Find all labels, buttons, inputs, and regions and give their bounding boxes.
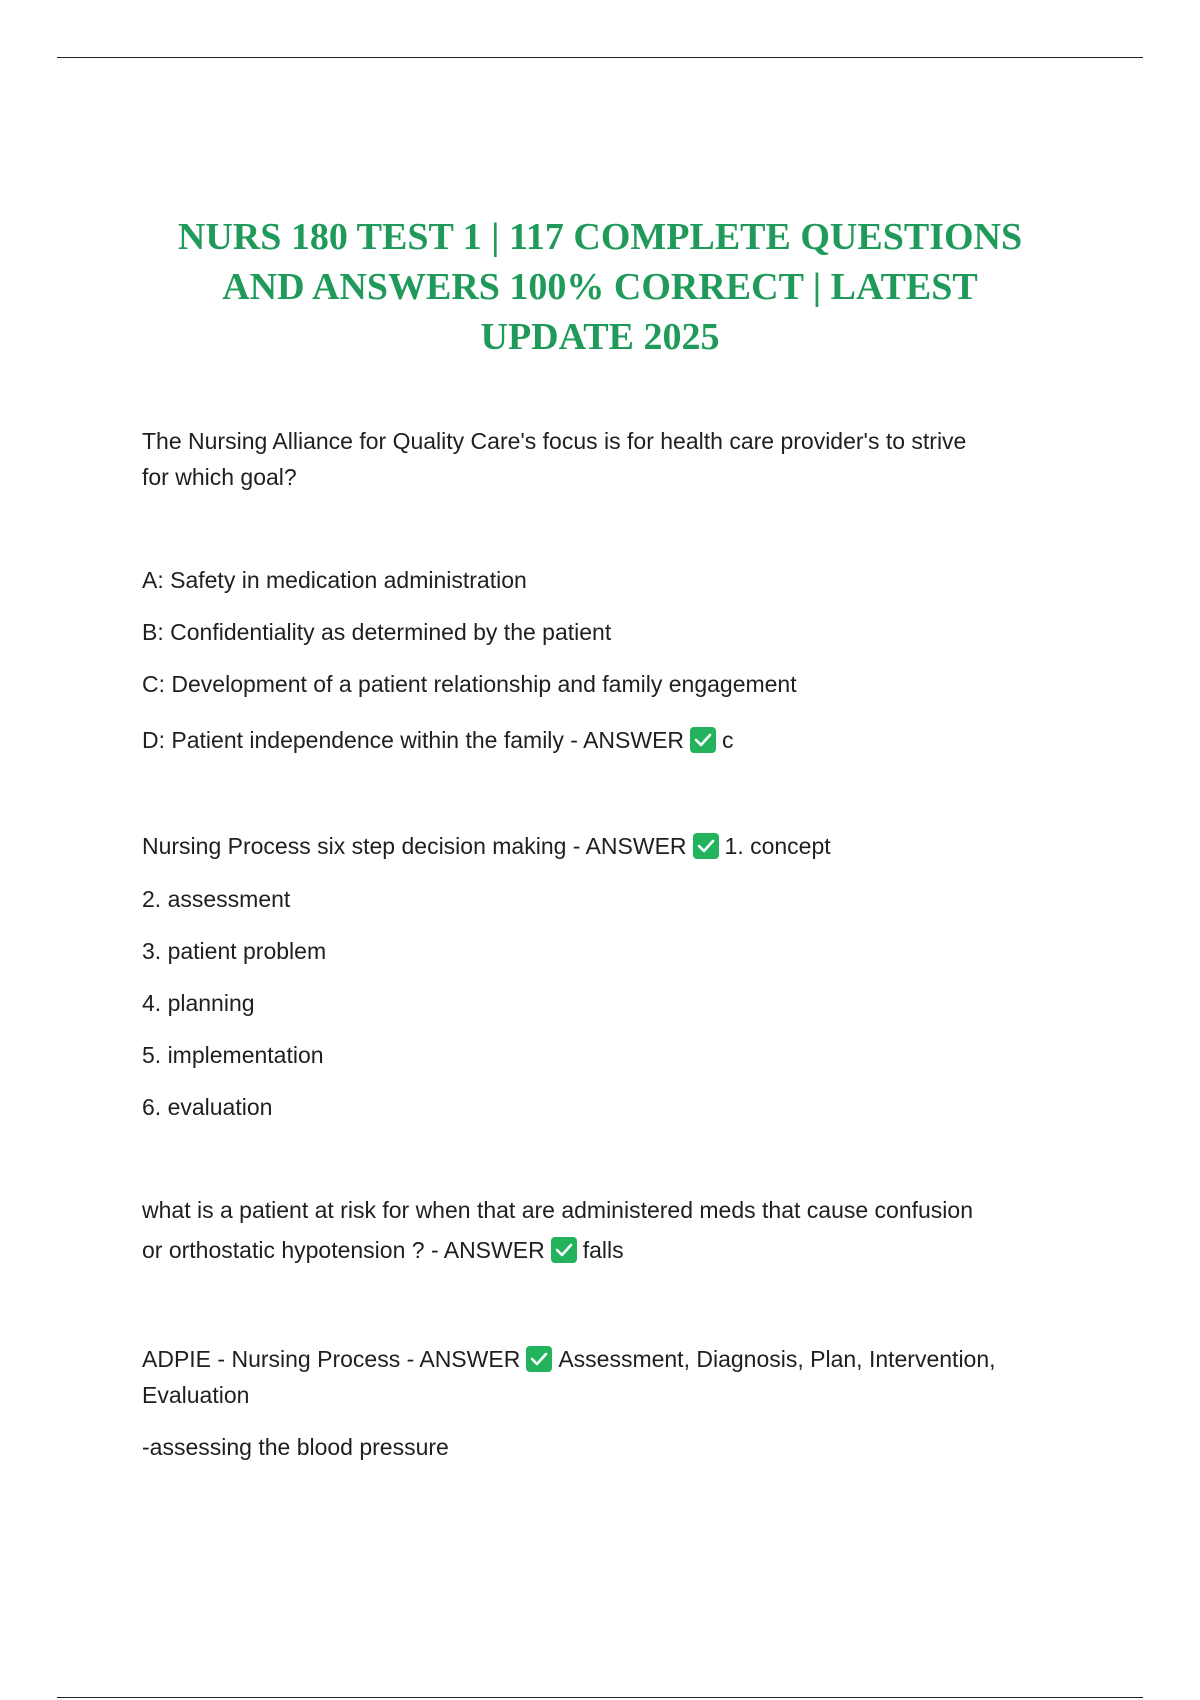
check-mark-icon [551,1237,577,1263]
q3-question-line-1: what is a patient at risk for when that are administered meds that cause confusion [142,1197,973,1223]
q1-question-line-1: The Nursing Alliance for Quality Care's focus is for health care provider's to strive [142,428,967,454]
q3-question-answer [142,1236,624,1264]
q4-question-text: ADPIE - Nursing Process - [142,1346,420,1372]
q1-option-d-answer [142,726,734,754]
title-line-2: AND ANSWERS 100% CORRECT | LATEST [222,266,978,308]
q2-answer-first: 1. concept [724,833,831,859]
q1-option-b: B: Confidentiality as determined by the patient [142,619,612,645]
q2-step: 3. patient problem [142,938,327,964]
q1-answer: c [722,727,734,753]
answer-marker: ANSWER [443,1237,545,1263]
q2-step: 2. assessment [142,886,291,912]
answer-marker: ANSWER [419,1346,521,1372]
answer-marker: ANSWER [583,727,685,753]
title-line-1: NURS 180 TEST 1 | 117 COMPLETE QUESTIONS [177,216,1023,258]
q4-note: -assessing the blood pressure [142,1434,449,1460]
q2-step: 4. planning [142,990,255,1016]
q1-question-line-2: for which goal? [142,464,297,490]
q1-option-c: C: Development of a patient relationship and family engagement [142,671,797,697]
q1-option-d-text: D: Patient independence within the family - [142,727,584,753]
bottom-rule [57,1697,1143,1698]
q4-question-answer [142,1345,996,1373]
check-mark-icon [690,727,716,753]
q1-option-a: A: Safety in medication administration [142,567,527,593]
top-rule [57,57,1143,58]
q2-step: 6. evaluation [142,1094,273,1120]
q2-question-text: Nursing Process six step decision making - [142,833,586,859]
q4-answer-line-2: Evaluation [142,1382,250,1408]
document-title [140,212,1060,362]
title-line-3: UPDATE 2025 [480,316,720,358]
q2-question-answer [142,832,831,860]
check-mark-icon [693,833,719,859]
q4-answer-line-1: Assessment, Diagnosis, Plan, Intervention, [558,1346,996,1372]
q3-answer: falls [582,1237,624,1263]
q2-step: 5. implementation [142,1042,324,1068]
check-mark-icon [526,1346,552,1372]
answer-marker: ANSWER [585,833,687,859]
q3-question-text: or orthostatic hypotension ? - [142,1237,444,1263]
